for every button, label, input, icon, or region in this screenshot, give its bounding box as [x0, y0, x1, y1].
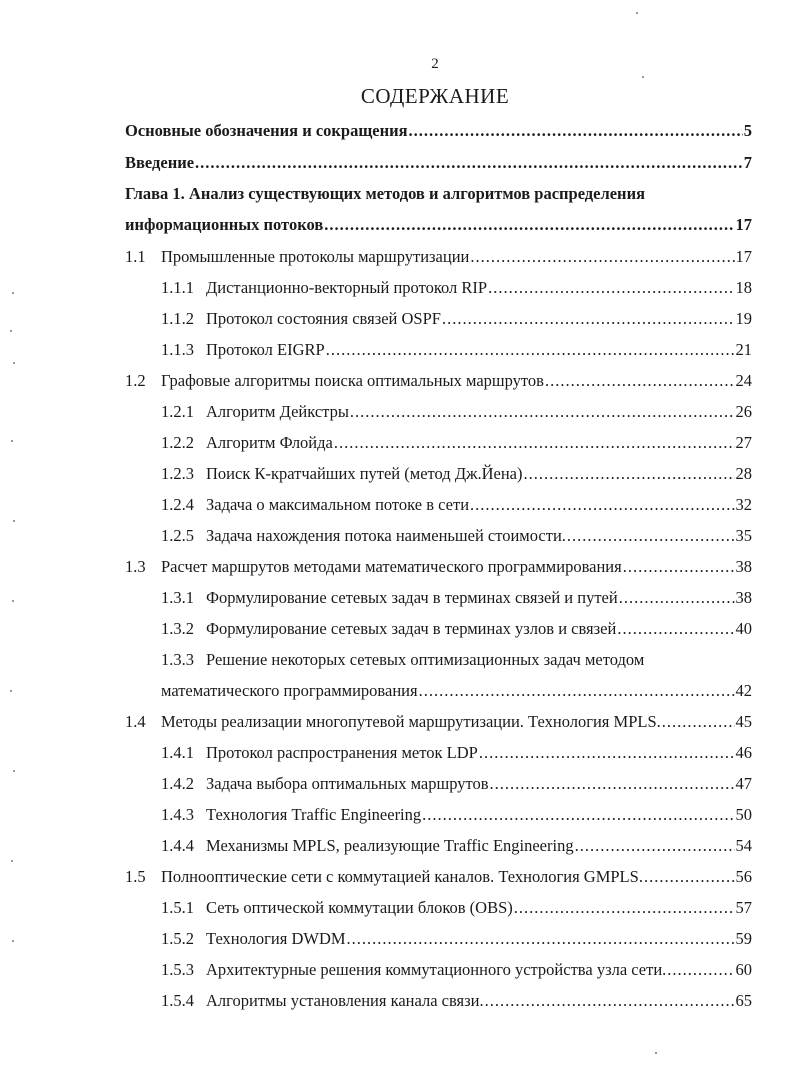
toc-entry-page: 27 [735, 433, 752, 452]
leader-dots [575, 835, 735, 857]
toc-entry-title: Методы реализации многопутевой маршрутизации. Технология MPLS. [161, 712, 661, 731]
toc-entry-title: Алгоритм Дейкстры [206, 402, 349, 421]
toc-entry-number: 1.2 [125, 371, 146, 390]
scan-speck [11, 440, 13, 442]
toc-entry-number: 1.4.2 [161, 774, 194, 793]
toc-entry-title: Сеть оптической коммутации блоков (OBS) [206, 898, 513, 917]
leader-dots [326, 339, 735, 361]
toc-entry-title: Введение [125, 153, 195, 172]
toc-entry-page: 56 [735, 867, 752, 886]
toc-entry [161, 277, 752, 299]
toc-entry-title: Задача о максимальном потоке в сети [206, 495, 470, 514]
toc-entry-title-cont: математического программирования [161, 681, 418, 700]
toc-entry [161, 773, 752, 795]
toc-entry-number: 1.4.3 [161, 805, 194, 824]
toc-entry [161, 494, 752, 516]
leader-dots [485, 990, 735, 1012]
leader-dots [195, 152, 743, 174]
scan-speck [10, 690, 12, 692]
leader-dots [409, 120, 743, 142]
toc-entry [161, 587, 752, 609]
scan-speck [11, 860, 13, 862]
toc-entry-number: 1.2.5 [161, 526, 194, 545]
toc-entry-page: 57 [735, 898, 752, 917]
toc-entry-number: 1.4 [125, 712, 146, 731]
toc-entry [161, 618, 752, 640]
toc-entry-page: 47 [735, 774, 752, 793]
toc-entry [161, 432, 752, 454]
scan-speck [12, 940, 14, 942]
toc-entry-page: 7 [743, 153, 752, 172]
toc-entry [161, 897, 752, 919]
scan-speck [13, 520, 15, 522]
toc-entry [125, 711, 752, 733]
toc-entry-number: 1.2.2 [161, 433, 194, 452]
page-title: СОДЕРЖАНИЕ [360, 84, 510, 108]
toc-entry-title: Архитектурные решения коммутационного устройства узла сети. [206, 960, 667, 979]
toc-entry [161, 742, 752, 764]
toc-entry-number: 1.4.1 [161, 743, 194, 762]
toc-entry-number: 1.5.4 [161, 991, 194, 1010]
toc-entry-page: 45 [735, 712, 752, 731]
leader-dots [324, 214, 734, 236]
toc-entry-number: 1.3 [125, 557, 146, 576]
leader-dots [350, 401, 735, 423]
toc-entry [161, 339, 752, 361]
toc-entry [161, 804, 752, 826]
toc-entry-title: Поиск К-кратчайших путей (метод Дж.Йена) [206, 464, 523, 483]
toc-entry-page: 38 [735, 588, 752, 607]
toc-entry [161, 463, 752, 485]
toc-entry-page: 19 [735, 309, 752, 328]
toc-entry-number: 1.5.2 [161, 929, 194, 948]
toc-entry-page: 17 [735, 215, 752, 234]
toc-entry-number: 1.5.3 [161, 960, 194, 979]
toc-entry [161, 401, 752, 423]
toc-entry-title-cont: информационных потоков [125, 215, 324, 234]
toc-entry-title: Протокол распространения меток LDP [206, 743, 478, 762]
toc-entry-title: Решение некоторых сетевых оптимизационных задач методом [206, 650, 645, 669]
toc-entry-title: Дистанционно-векторный протокол RIP [206, 278, 488, 297]
toc-entry [125, 246, 752, 268]
toc-entry-title: Промышленные протоколы маршрутизации [161, 247, 470, 266]
leader-dots [347, 928, 735, 950]
leader-dots [523, 463, 734, 485]
toc-entry-page: 59 [735, 929, 752, 948]
toc-entry-page: 5 [743, 121, 752, 140]
leader-dots [545, 370, 735, 392]
toc-entry-page: 65 [735, 991, 752, 1010]
scan-speck [10, 330, 12, 332]
leader-dots [567, 525, 735, 547]
toc-entry [161, 308, 752, 330]
toc-entry-page: 21 [735, 340, 752, 359]
toc-entry-number: 1.1 [125, 247, 146, 266]
toc-entry [161, 928, 752, 950]
toc-entry-page: 50 [735, 805, 752, 824]
toc-entry-page: 42 [735, 681, 752, 700]
toc-entry-number: 1.2.4 [161, 495, 194, 514]
toc-entry-title: Алгоритмы установления канала связи. [206, 991, 484, 1010]
toc-entry [161, 525, 752, 547]
toc-entry-number: 1.1.3 [161, 340, 194, 359]
toc-entry-page: 35 [735, 526, 752, 545]
toc-entry-continuation [161, 680, 752, 702]
toc-entry-page: 26 [735, 402, 752, 421]
toc-entry-title: Протокол состояния связей OSPF [206, 309, 441, 328]
toc-entry-number: 1.2.3 [161, 464, 194, 483]
toc-entry-page: 40 [735, 619, 752, 638]
toc-entry-number: 1.3.1 [161, 588, 194, 607]
leader-dots [442, 308, 735, 330]
toc-entry-page: 38 [735, 557, 752, 576]
toc-entry-title: Механизмы MPLS, реализующие Traffic Engineering [206, 836, 574, 855]
toc-entry [125, 152, 752, 174]
leader-dots [479, 742, 735, 764]
toc-entry-title: Задача нахождения потока наименьшей стоимости. [206, 526, 566, 545]
toc-entry-title: Технология Traffic Engineering [206, 805, 422, 824]
toc-entry-number: 1.5 [125, 867, 146, 886]
toc-entry-title: Формулирование сетевых задач в терминах связей и путей [206, 588, 618, 607]
leader-dots [419, 680, 735, 702]
leader-dots [490, 773, 735, 795]
scan-speck [636, 12, 638, 14]
page-number: 2 [431, 56, 439, 72]
toc-entry [161, 649, 644, 671]
toc-entry-title: Полнооптические сети с коммутацией каналов. Технология GMPLS. [161, 867, 643, 886]
toc-entry-number: 1.3.2 [161, 619, 194, 638]
toc-entry [125, 556, 752, 578]
toc-entry-page: 28 [735, 464, 752, 483]
toc-entry-page: 17 [735, 247, 752, 266]
toc-entry-title: Графовые алгоритмы поиска оптимальных маршрутов [161, 371, 544, 390]
scan-speck [12, 600, 14, 602]
leader-dots [488, 277, 734, 299]
toc-entry-title: Задача выбора оптимальных маршрутов [206, 774, 489, 793]
leader-dots [644, 866, 735, 888]
toc-entry-number: 1.5.1 [161, 898, 194, 917]
toc-entry-title: Формулирование сетевых задач в терминах узлов и связей [206, 619, 617, 638]
toc-entry [161, 959, 752, 981]
leader-dots [623, 556, 735, 578]
toc-entry-title: Алгоритм Флойда [206, 433, 333, 452]
toc-entry-number: 1.3.3 [161, 650, 194, 669]
toc-entry-title: Основные обозначения и сокращения [125, 121, 408, 140]
toc-entry-number: 1.1.1 [161, 278, 194, 297]
leader-dots [334, 432, 735, 454]
toc-entry-title: Протокол EIGRP [206, 340, 325, 359]
toc-entry-page: 18 [735, 278, 752, 297]
toc-entry-title: Технология DWDM [206, 929, 346, 948]
toc-entry [161, 990, 752, 1012]
toc-entry-page: 24 [735, 371, 752, 390]
toc-entry-title: Глава 1. Анализ существующих методов и алгоритмов распределения [125, 184, 645, 203]
scan-speck [13, 362, 15, 364]
toc-entry-number: 1.4.4 [161, 836, 194, 855]
toc-entry-page: 32 [735, 495, 752, 514]
toc-entry-page: 54 [735, 836, 752, 855]
toc-entry [161, 835, 752, 857]
scan-speck [655, 1052, 657, 1054]
toc-entry-number: 1.1.2 [161, 309, 194, 328]
toc-entry-page: 60 [735, 960, 752, 979]
leader-dots [619, 587, 735, 609]
toc-entry [125, 370, 752, 392]
toc-entry [125, 120, 752, 142]
toc-entry [125, 866, 752, 888]
leader-dots [662, 711, 735, 733]
toc-entry-number: 1.2.1 [161, 402, 194, 421]
scan-speck [642, 76, 644, 78]
toc-entry-title: Расчет маршрутов методами математического программирования [161, 557, 622, 576]
leader-dots [667, 959, 734, 981]
leader-dots [514, 897, 735, 919]
scan-speck [13, 770, 15, 772]
leader-dots [617, 618, 734, 640]
leader-dots [470, 246, 734, 268]
scan-speck [12, 292, 14, 294]
toc-entry-page: 46 [735, 743, 752, 762]
leader-dots [422, 804, 734, 826]
leader-dots [470, 494, 734, 516]
toc-entry [125, 214, 752, 236]
